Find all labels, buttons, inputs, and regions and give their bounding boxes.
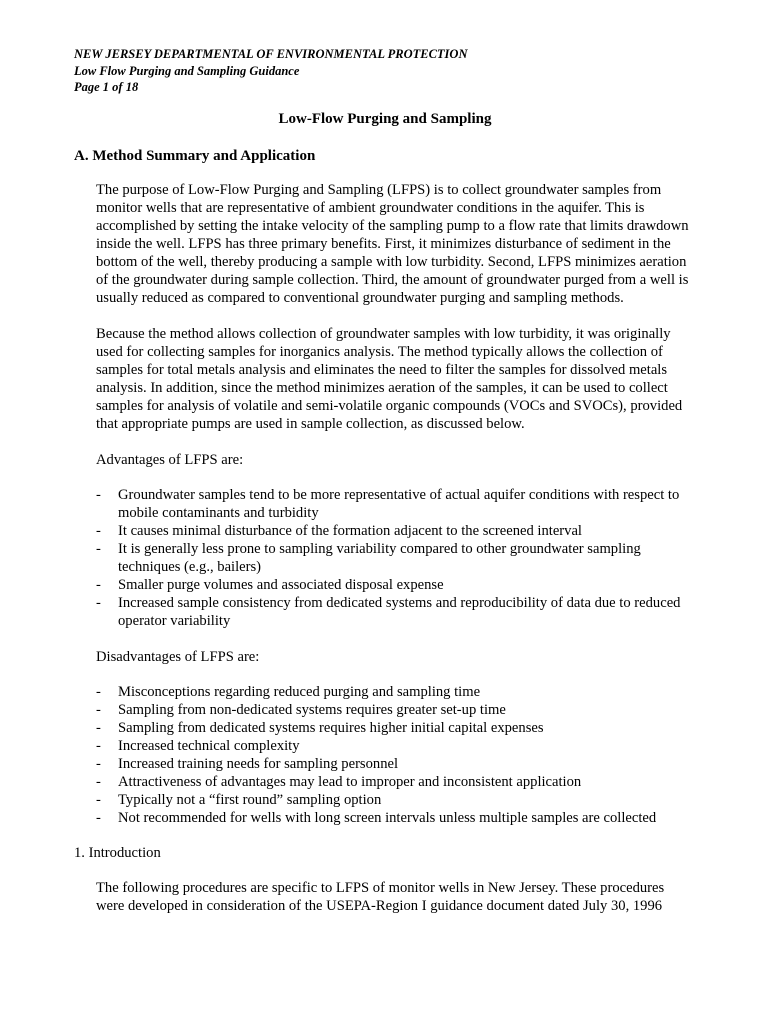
list-item-line [96, 683, 656, 701]
list-item-text: Groundwater samples tend to be more representative of actual aquifer conditions with respect to [118, 487, 680, 503]
list-item-line [96, 522, 680, 540]
header-page-number: Page 1 of 18 [74, 80, 139, 94]
list-item [96, 791, 656, 809]
header-doc-title: Low Flow Purging and Sampling Guidance [74, 63, 300, 78]
list-item-text: Sampling from non-dedicated systems requires greater set-up time [118, 702, 506, 718]
bullet-dash: - [96, 487, 101, 503]
list-item [96, 719, 656, 737]
list-item-line [96, 809, 656, 827]
text-line: of the groundwater during sample collection. Third, the amount of groundwater purged from a well is [96, 272, 689, 288]
bullet-dash: - [96, 756, 101, 772]
text-line: monitor wells that are representative of ambient groundwater conditions in the aquifer. This is [96, 200, 645, 216]
list-item-line [96, 755, 656, 773]
list-item-text: It is generally less prone to sampling variability compared to other groundwater sampling [118, 541, 641, 557]
list-item-line [96, 486, 680, 504]
list-item [96, 755, 656, 773]
list-item [96, 809, 656, 827]
document-title: Low-Flow Purging and Sampling [278, 111, 492, 127]
introduction-heading: 1. Introduction [74, 845, 161, 861]
list-item [96, 773, 656, 791]
list-item-line [96, 504, 680, 522]
list-item-text: Sampling from dedicated systems requires higher initial capital expenses [118, 720, 544, 736]
text-line: inside the well. LFPS has three primary benefits. First, it minimizes disturbance of sediment in the [96, 236, 671, 252]
bullet-dash: - [96, 541, 101, 557]
list-item-line [96, 791, 656, 809]
text-line: Because the method allows collection of groundwater samples with low turbidity, it was originally [96, 326, 671, 342]
text-line: accomplished by setting the intake velocity of the sampling pump to a flow rate that limits drawdown [96, 218, 689, 234]
header-agency: NEW JERSEY DEPARTMENTAL OF ENVIRONMENTAL PROTECTION [74, 47, 468, 61]
advantages-list [96, 486, 680, 630]
advantages-label: Advantages of LFPS are: [96, 452, 244, 468]
text-line: The purpose of Low-Flow Purging and Sampling (LFPS) is to collect groundwater samples from [96, 182, 662, 198]
text-line: analysis. In addition, since the method minimizes aeration of the samples, it can be used to collect [96, 380, 668, 396]
bullet-dash: - [96, 792, 101, 808]
list-item-line [96, 576, 680, 594]
list-item [96, 701, 656, 719]
text-line: The following procedures are specific to LFPS of monitor wells in New Jersey. These procedures [96, 880, 665, 896]
list-item-text: Misconceptions regarding reduced purging and sampling time [118, 684, 481, 700]
text-line: samples for total metals analysis and eliminates the need to filter the samples for dissolved metals [96, 362, 668, 378]
list-item-line [96, 558, 680, 576]
text-line: usually reduced as compared to conventional groundwater purging and sampling methods. [96, 290, 624, 306]
disadvantages-list [96, 683, 656, 827]
list-item-text: Increased training needs for sampling personnel [118, 756, 399, 772]
text-line: used for collecting samples for inorganics analysis. The method typically allows the collection of [96, 344, 663, 360]
bullet-dash: - [96, 810, 101, 826]
list-item-text: It causes minimal disturbance of the formation adjacent to the screened interval [118, 523, 582, 539]
bullet-dash: - [96, 702, 101, 718]
text-line: samples for analysis of volatile and semi-volatile organic compounds (VOCs and SVOCs), provided [96, 398, 683, 414]
text-line: bottom of the well, thereby producing a sample with low turbidity. Second, LFPS minimizes aeration [96, 254, 687, 270]
list-item-text: techniques (e.g., bailers) [118, 559, 262, 575]
bullet-dash: - [96, 577, 101, 593]
paragraph-method [96, 325, 682, 433]
bullet-dash: - [96, 595, 101, 611]
bullet-dash: - [96, 523, 101, 539]
list-item-text: Attractiveness of advantages may lead to improper and inconsistent application [118, 774, 582, 790]
bullet-dash: - [96, 738, 101, 754]
list-item-line [96, 719, 656, 737]
list-item-text: operator variability [118, 613, 231, 629]
list-item [96, 486, 680, 522]
text-line: were developed in consideration of the USEPA-Region I guidance document dated July 30, 1996 [96, 898, 663, 914]
list-item-text: Typically not a “first round” sampling option [118, 792, 382, 808]
list-item-text: Not recommended for wells with long screen intervals unless multiple samples are collected [118, 810, 657, 826]
list-item-line [96, 737, 656, 755]
list-item-line [96, 773, 656, 791]
list-item-text: mobile contaminants and turbidity [118, 505, 319, 521]
list-item [96, 737, 656, 755]
list-item-line [96, 612, 680, 630]
list-item [96, 594, 680, 630]
disadvantages-label: Disadvantages of LFPS are: [96, 649, 260, 665]
bullet-dash: - [96, 774, 101, 790]
list-item [96, 540, 680, 576]
list-item-line [96, 594, 680, 612]
section-heading: A. Method Summary and Application [74, 148, 316, 164]
list-item [96, 683, 656, 701]
list-item-text: Increased sample consistency from dedicated systems and reproducibility of data due to reduced [118, 595, 681, 611]
list-item [96, 522, 680, 540]
text-line: that appropriate pumps are used in sample collection, as discussed below. [96, 416, 525, 432]
bullet-dash: - [96, 720, 101, 736]
list-item-text: Increased technical complexity [118, 738, 300, 754]
list-item [96, 576, 680, 594]
bullet-dash: - [96, 684, 101, 700]
paragraph-purpose [96, 181, 689, 307]
list-item-line [96, 701, 656, 719]
list-item-text: Smaller purge volumes and associated disposal expense [118, 577, 444, 593]
list-item-line [96, 540, 680, 558]
paragraph-introduction [96, 879, 664, 915]
